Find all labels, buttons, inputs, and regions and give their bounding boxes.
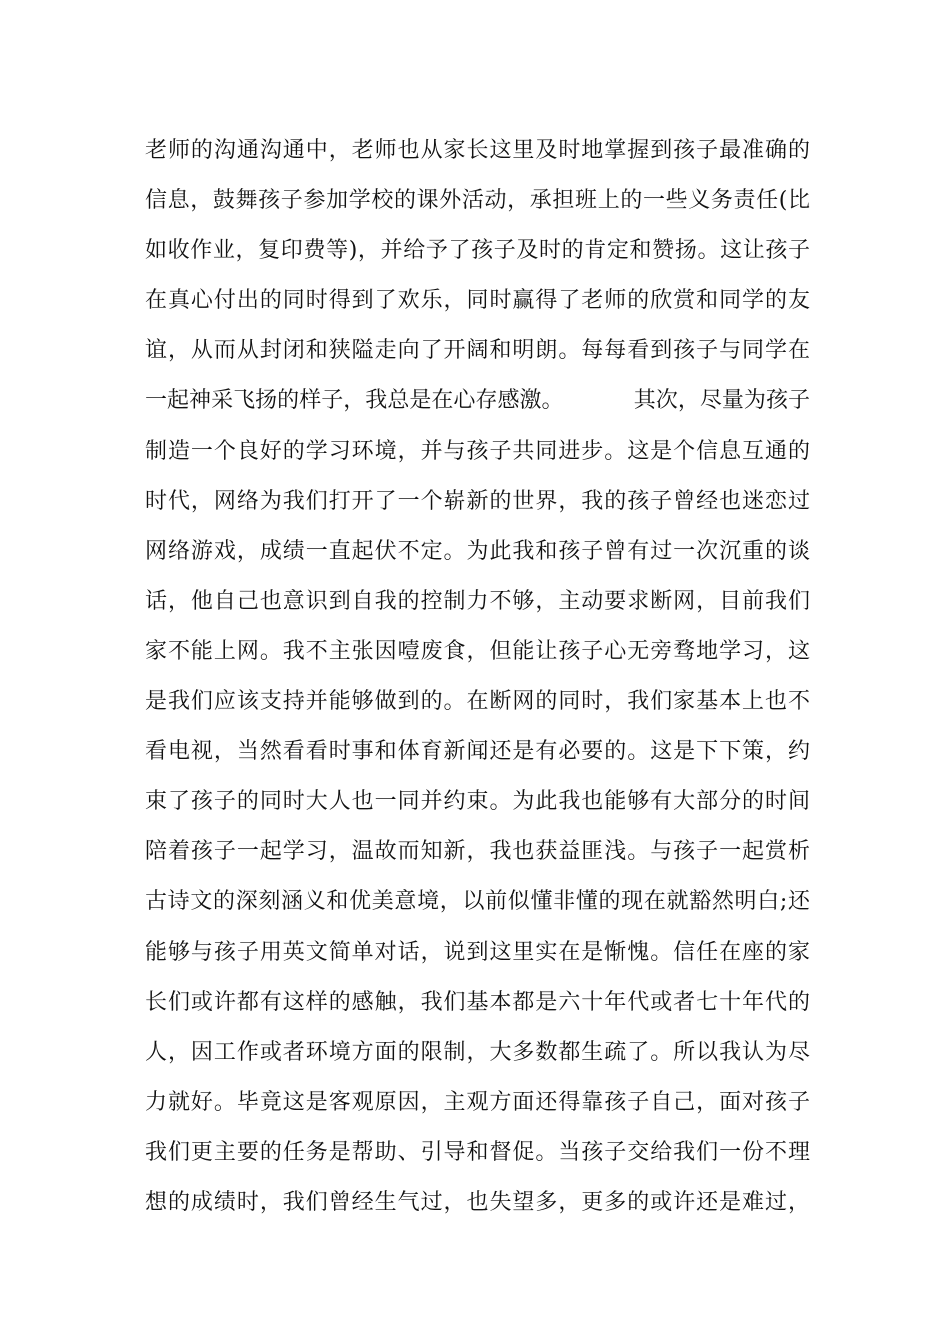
text-line: 时代，网络为我们打开了一个崭新的世界，我的孩子曾经也迷恋过 — [145, 488, 810, 514]
text-line: 话，他自己也意识到自我的控制力不够，主动要求断网，目前我们 — [145, 588, 810, 614]
text-line: 束了孩子的同时大人也一同并约束。为此我也能够有大部分的时间 — [145, 789, 810, 815]
text-line: 人，因工作或者环境方面的限制，大多数都生疏了。所以我认为尽 — [145, 1039, 810, 1065]
text-line: 家不能上网。我不主张因噎废食，但能让孩子心无旁骛地学习，这 — [145, 638, 810, 664]
text-line: 制造一个良好的学习环境，并与孩子共同进步。这是个信息互通的 — [145, 438, 810, 464]
text-line: 老师的沟通沟通中，老师也从家长这里及时地掌握到孩子最准确的 — [145, 138, 810, 163]
text-line: 是我们应该支持并能够做到的。在断网的同时，我们家基本上也不 — [145, 689, 810, 715]
text-line: 古诗文的深刻涵义和优美意境，以前似懂非懂的现在就豁然明白;还 — [145, 889, 810, 915]
text-line: 我们更主要的任务是帮助、引导和督促。当孩子交给我们一份不理 — [145, 1139, 810, 1165]
text-line: 力就好。毕竟这是客观原因，主观方面还得靠孩子自己，面对孩子 — [145, 1089, 810, 1115]
text-line: 想的成绩时，我们曾经生气过，也失望多，更多的或许还是难过， — [145, 1189, 810, 1215]
text-line: 能够与孩子用英文简单对话，说到这里实在是惭愧。信任在座的家 — [145, 939, 810, 965]
text-line: 看电视，当然看看时事和体育新闻还是有必要的。这是下下策，约 — [145, 739, 810, 765]
text-line: 谊，从而从封闭和狭隘走向了开阔和明朗。每每看到孩子与同学在 — [145, 338, 810, 364]
text-line: 一起神采飞扬的样子，我总是在心存感激。 其次，尽量为孩子 — [145, 388, 810, 414]
text-line: 如收作业，复印费等)，并给予了孩子及时的肯定和赞扬。这让孩子 — [145, 238, 810, 264]
text-line: 在真心付出的同时得到了欢乐，同时赢得了老师的欣赏和同学的友 — [145, 288, 810, 314]
text-line: 信息，鼓舞孩子参加学校的课外活动，承担班上的一些义务责任(比 — [145, 188, 810, 214]
body-text — [145, 133, 810, 1235]
text-line: 陪着孩子一起学习，温故而知新，我也获益匪浅。与孩子一起赏析 — [145, 839, 810, 865]
text-line: 网络游戏，成绩一直起伏不定。为此我和孩子曾有过一次沉重的谈 — [145, 538, 810, 564]
text-line: 长们或许都有这样的感触，我们基本都是六十年代或者七十年代的 — [145, 989, 810, 1015]
